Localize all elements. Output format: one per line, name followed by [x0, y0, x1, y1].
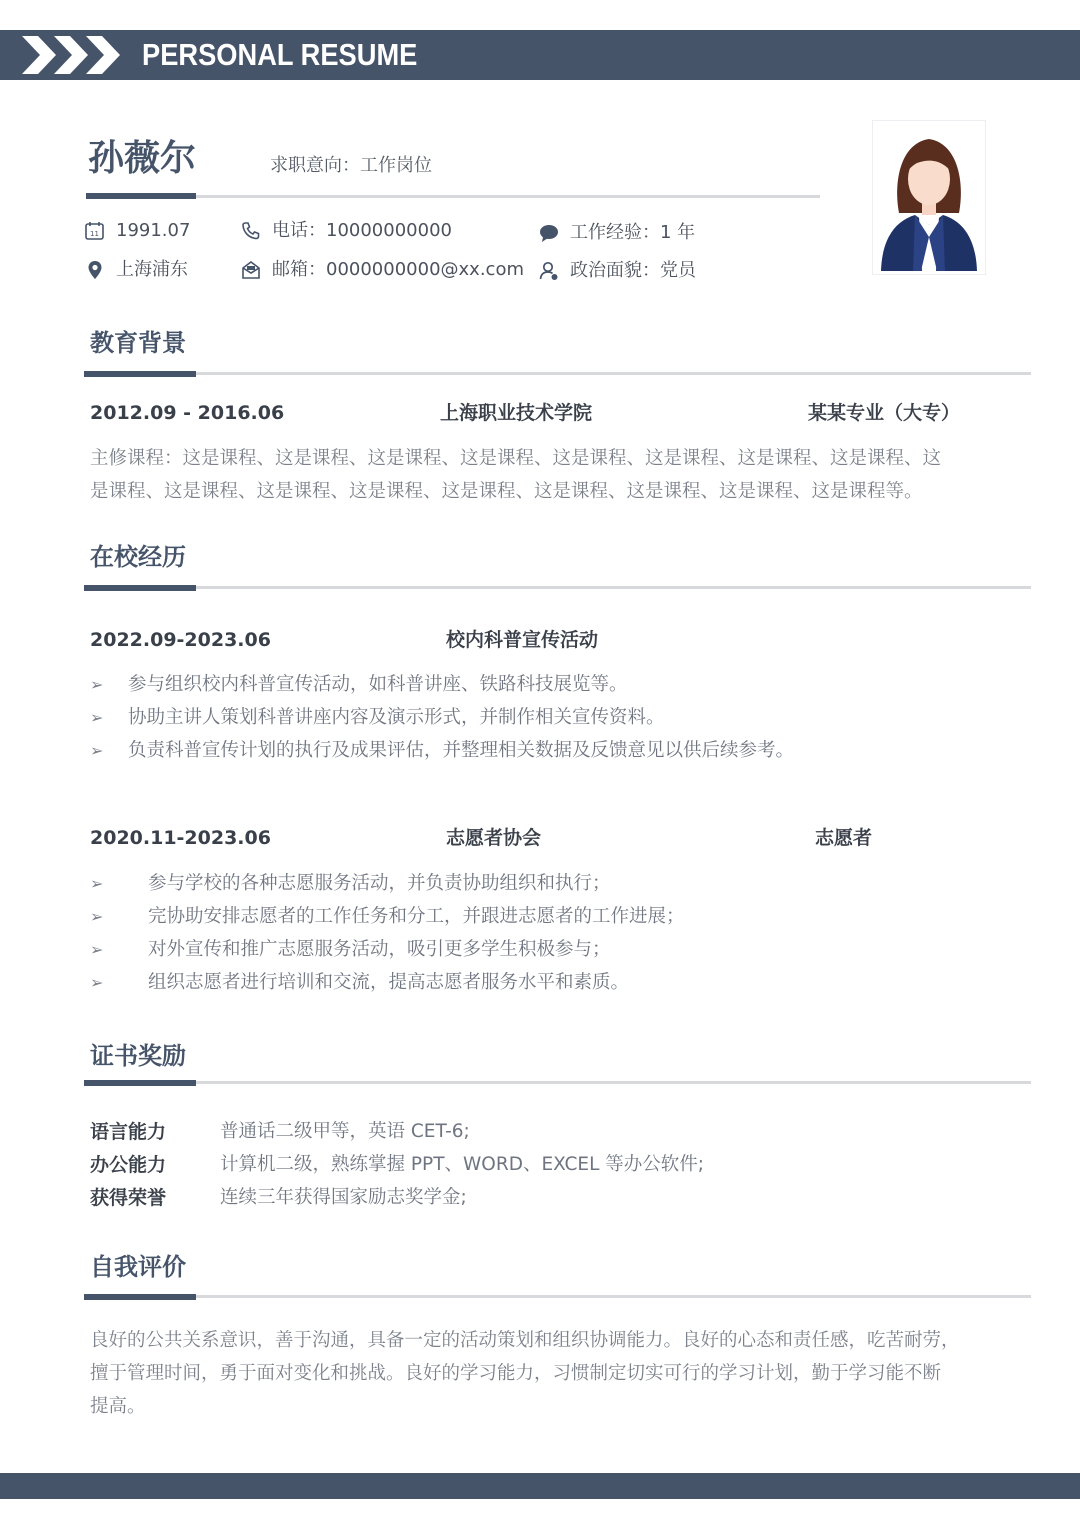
location-text: 上海浦东: [116, 259, 188, 280]
education-school: 上海职业技术学院: [440, 402, 593, 424]
certificate-value: 普通话二级甲等，英语 CET-6;: [220, 1121, 470, 1142]
section-line-campus: [196, 586, 1031, 589]
candidate-name: 孙薇尔: [88, 138, 197, 179]
section-line-certificates: [196, 1081, 1031, 1084]
envelope-icon: [240, 259, 262, 281]
campus-entry-period: 2020.11-2023.06: [90, 827, 271, 849]
campus-entry-role: 志愿者: [815, 827, 873, 849]
arrowhead-icon: ➢: [90, 708, 104, 727]
email-text: 邮箱：0000000000@xx.com: [272, 259, 524, 280]
campus-entry-period: 2022.09-2023.06: [90, 629, 271, 651]
bottom-banner: [0, 1473, 1080, 1499]
email-info: [240, 257, 524, 283]
phone-info: [240, 218, 452, 244]
education-courses: [90, 442, 1020, 508]
svg-text:11: 11: [90, 230, 99, 238]
self-eval-line: 擅于管理时间，勇于面对变化和挑战。良好的学习能力，习惯制定切实可行的学习计划，勤于学习能不断: [90, 1363, 942, 1384]
certificate-label: 办公能力: [90, 1154, 167, 1176]
arrowhead-icon: ➢: [90, 940, 104, 959]
person-icon: [538, 260, 560, 282]
experience-info: [538, 220, 695, 246]
section-title-self-eval: 自我评价: [90, 1253, 186, 1281]
arrowhead-icon: ➢: [90, 907, 104, 926]
experience-text: 工作经验：1 年: [570, 222, 696, 243]
triple-chevron-icon: [22, 36, 124, 74]
job-intent: 求职意向：工作岗位: [270, 155, 432, 176]
phone-text: 电话：10000000000: [272, 220, 452, 241]
certificate-label: 获得荣誉: [90, 1187, 167, 1209]
section-bar-certificates: [84, 1080, 196, 1086]
self-eval-line: 良好的公共关系意识，善于沟通，具备一定的活动策划和组织协调能力。良好的心态和责任感，吃苦耐劳，: [90, 1330, 960, 1351]
education-major: 某某专业（大专）: [808, 402, 961, 424]
certificate-label: 语言能力: [90, 1121, 167, 1143]
section-line-self-eval: [196, 1295, 1031, 1298]
political-info: [538, 258, 696, 284]
birth-text: 1991.07: [116, 220, 191, 241]
education-courses-line: 是课程、这是课程、这是课程、这是课程、这是课程、这是课程、这是课程、这是课程、这是课程等。: [90, 481, 923, 502]
certificate-value: 连续三年获得国家励志奖学金;: [220, 1187, 467, 1208]
section-title-campus: 在校经历: [90, 543, 186, 571]
self-eval-text: [90, 1324, 1020, 1423]
self-eval-line: 提高。: [90, 1396, 146, 1417]
campus-entry-org: 校内科普宣传活动: [446, 629, 599, 651]
certificate-value: 计算机二级，熟练掌握 PPT、WORD、EXCEL 等办公软件;: [220, 1154, 704, 1175]
arrowhead-icon: ➢: [90, 675, 104, 694]
calendar-icon: [84, 220, 106, 242]
section-bar-education: [84, 371, 196, 377]
profile-photo: [872, 120, 986, 275]
birth-info: [84, 218, 190, 244]
name-underline: [86, 193, 196, 199]
location-pin-icon: [84, 259, 106, 281]
campus-entry-org: 志愿者协会: [446, 827, 542, 849]
location-info: [84, 257, 188, 283]
phone-icon: [240, 220, 262, 242]
arrowhead-icon: ➢: [90, 874, 104, 893]
section-bar-campus: [84, 585, 196, 591]
speech-bubble-icon: [538, 222, 560, 244]
section-title-education: 教育背景: [90, 329, 186, 357]
political-text: 政治面貌：党员: [570, 260, 696, 281]
section-line-education: [196, 372, 1031, 375]
banner-title: PERSONAL RESUME: [142, 37, 418, 72]
section-bar-self-eval: [84, 1294, 196, 1300]
arrowhead-icon: ➢: [90, 741, 104, 760]
education-period: 2012.09 - 2016.06: [90, 402, 285, 424]
arrowhead-icon: ➢: [90, 973, 104, 992]
education-courses-line: 主修课程：这是课程、这是课程、这是课程、这是课程、这是课程、这是课程、这是课程、这是课程、这: [90, 448, 942, 469]
section-title-certificates: 证书奖励: [90, 1042, 186, 1070]
top-banner: [0, 30, 1080, 80]
header-divider: [196, 195, 820, 198]
